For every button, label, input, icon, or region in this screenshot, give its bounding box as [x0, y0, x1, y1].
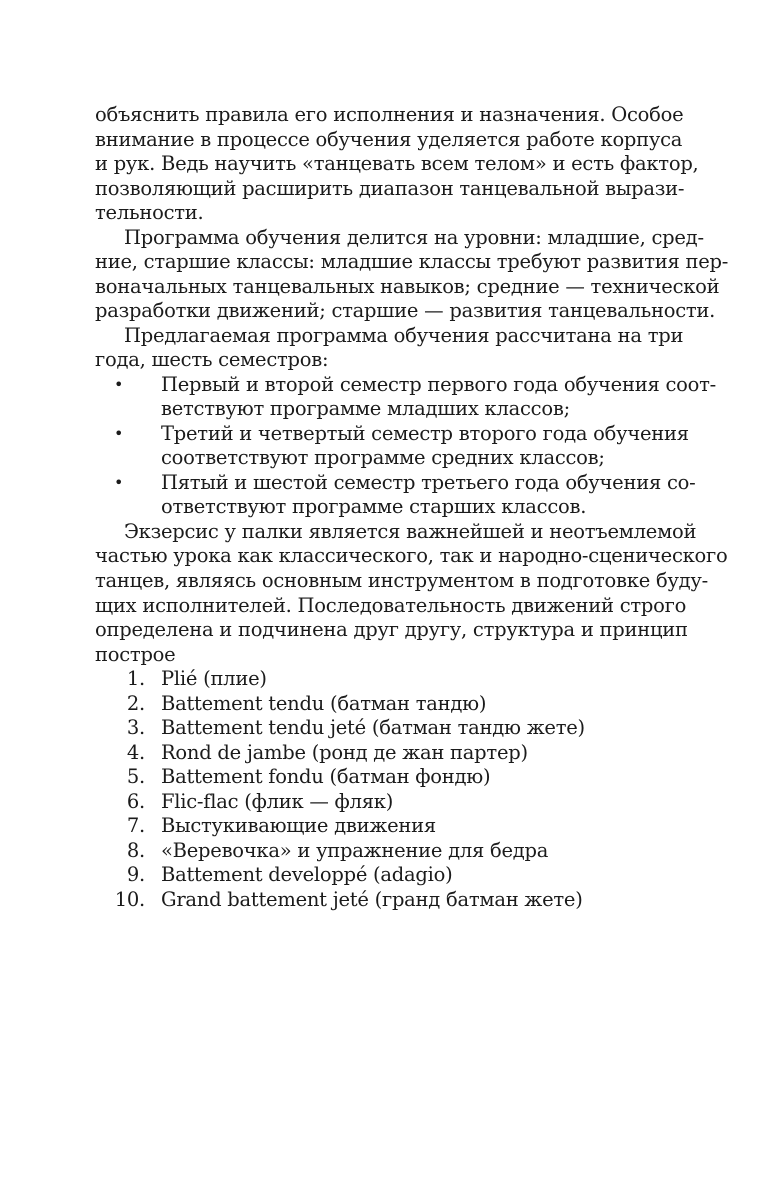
- text-line: Программа обучения делится на уровни: младшие, сред-: [124, 226, 704, 249]
- text-line: разработки движений; старшие — развития танцевальности.: [95, 299, 716, 322]
- text-line: Пятый и шестой семестр третьего года обучения со-: [161, 471, 696, 494]
- list-item-text: Battement fondu (батман фондю): [161, 765, 491, 788]
- text-line: определена и подчинена друг другу, структура и принцип: [95, 618, 688, 641]
- list-number: 8.: [126, 839, 145, 862]
- list-number: 6.: [126, 790, 145, 813]
- text-line: тельности.: [95, 201, 204, 224]
- text-line: внимание в процессе обучения уделяется работе корпуса: [95, 128, 683, 151]
- text-line: ветствуют программе младших классов;: [161, 397, 570, 420]
- text-line: года, шесть семестров:: [95, 348, 329, 371]
- text-line: Первый и второй семестр первого года обучения соот-: [161, 373, 716, 396]
- bullet-marker: •: [114, 473, 124, 492]
- list-item-text: Выстукивающие движения: [161, 814, 436, 837]
- list-number: 2.: [126, 692, 145, 715]
- text-line: танцев, являясь основным инструментом в подготовке буду-: [95, 569, 708, 592]
- bullet-marker: •: [114, 375, 124, 394]
- text-line: Третий и четвертый семестр второго года обучения: [161, 422, 689, 445]
- list-item-text: Rond de jambe (ронд де жан партер): [161, 741, 528, 764]
- text-line: и рук. Ведь научить «танцевать всем телом» и есть фактор,: [95, 152, 699, 175]
- list-number: 3.: [126, 716, 145, 739]
- text-line: ние, старшие классы: младшие классы требуют развития пер-: [95, 250, 729, 273]
- list-number: 1.: [126, 667, 145, 690]
- list-number: 9.: [126, 863, 145, 886]
- list-item-text: Plié (плие): [161, 667, 267, 690]
- text-line: Экзерсис у палки является важнейшей и неотъемлемой: [124, 520, 697, 543]
- text-line: щих исполнителей. Последовательность движений строго: [95, 594, 687, 617]
- text-line: Предлагаемая программа обучения рассчитана на три: [124, 324, 684, 347]
- bullet-marker: •: [114, 424, 124, 443]
- list-item-text: Battement tendu (батман тандю): [161, 692, 487, 715]
- text-line: ответствуют программе старших классов.: [161, 495, 587, 518]
- list-item-text: «Веревочка» и упражнение для бедра: [161, 839, 549, 862]
- list-item-text: Grand battement jeté (гранд батман жете): [161, 888, 583, 911]
- list-item-text: Battement developpé (adagio): [161, 863, 453, 886]
- list-number: 7.: [126, 814, 145, 837]
- list-number: 10.: [114, 888, 145, 911]
- list-number: 4.: [126, 741, 145, 764]
- list-item-text: Flic-flac (флик — фляк): [161, 790, 394, 813]
- text-line: объяснить правила его исполнения и назначения. Особое: [95, 103, 684, 126]
- text-line: позволяющий расширить диапазон танцевальной вырази-: [95, 177, 685, 200]
- list-number: 5.: [126, 765, 145, 788]
- text-line: построе: [95, 643, 176, 666]
- text-line: соответствуют программе средних классов;: [161, 446, 605, 469]
- text-line: частью урока как классического, так и народно-сценического: [95, 544, 728, 567]
- text-line: воначальных танцевальных навыков; средние — технической: [95, 275, 720, 298]
- list-item-text: Battement tendu jeté (батман тандю жете): [161, 716, 585, 739]
